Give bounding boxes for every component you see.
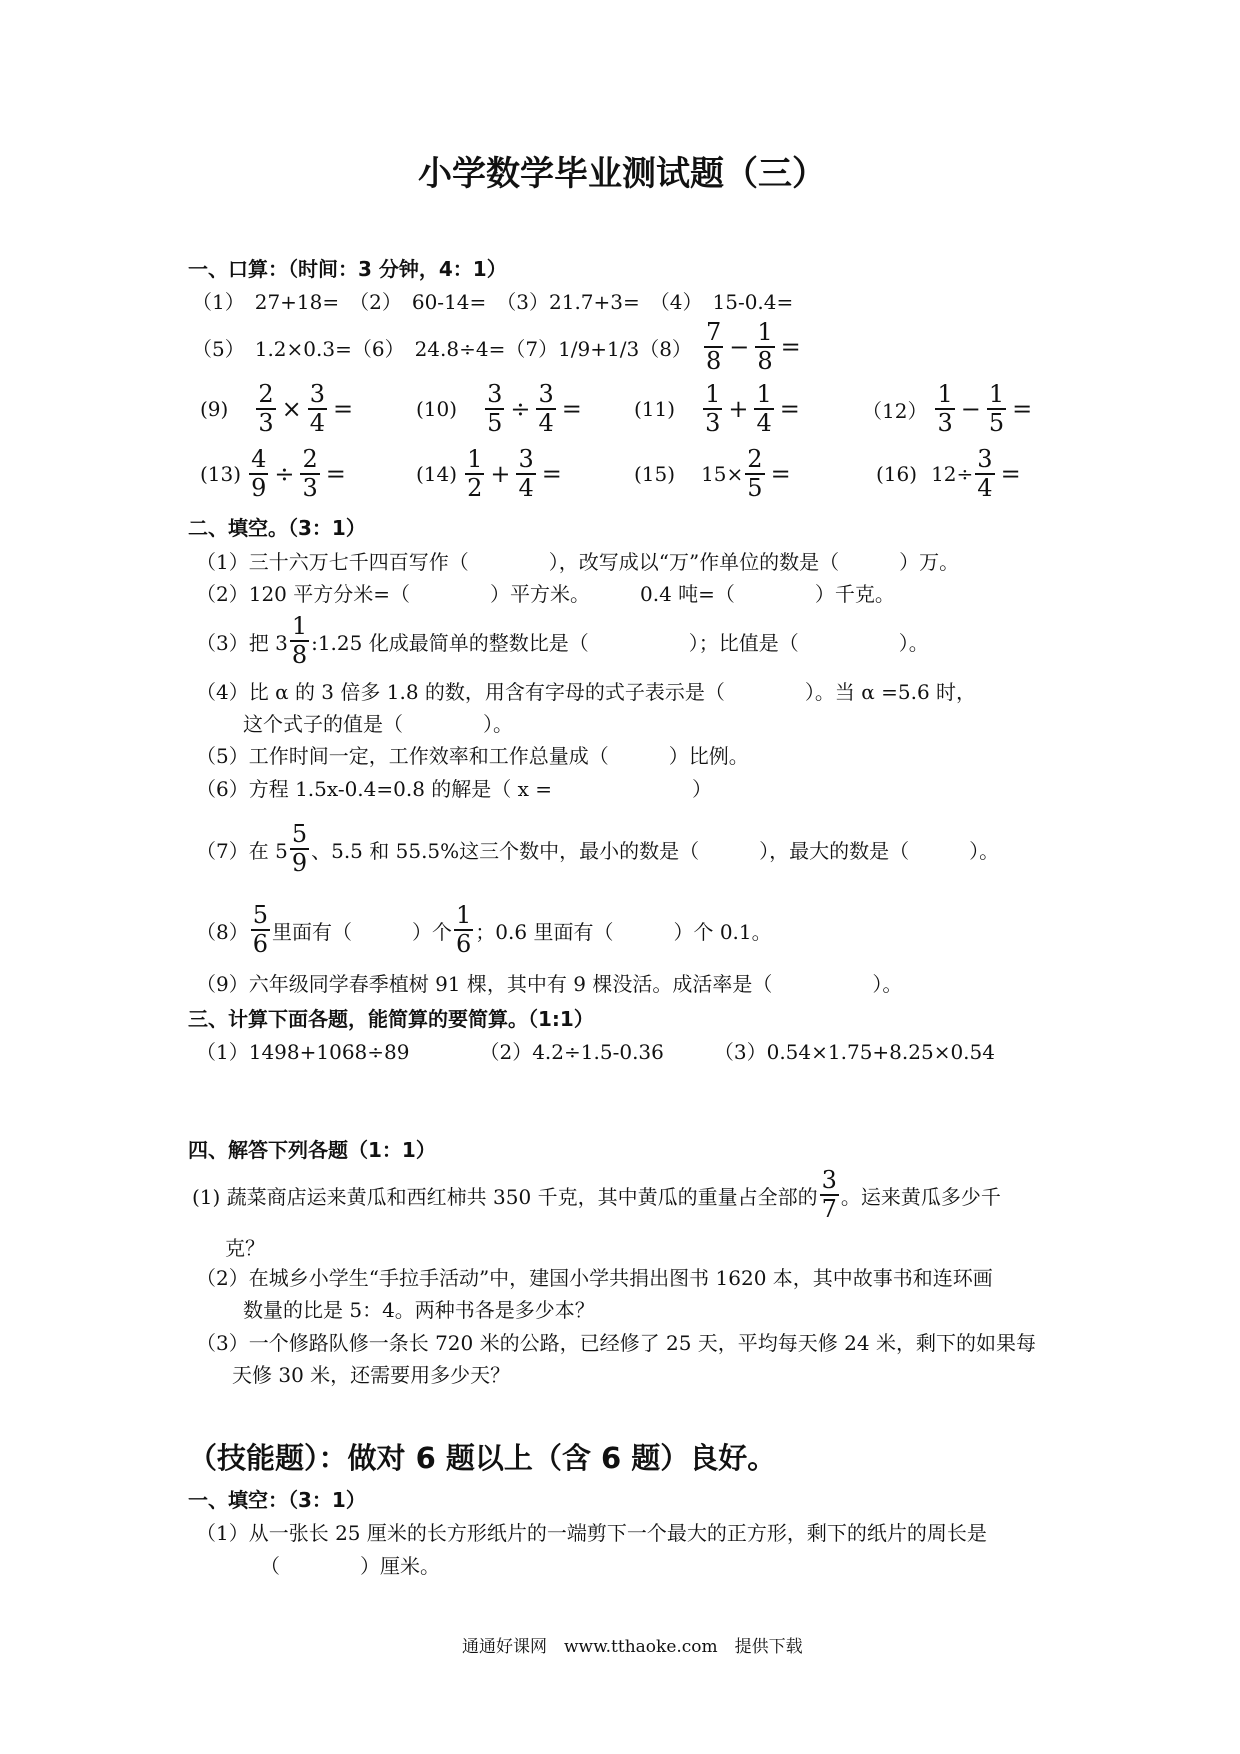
skills-fill-heading: 一、填空：（3：1） bbox=[188, 1488, 366, 1512]
section-1-heading: 一、口算：（时间：3 分钟，4：1） bbox=[188, 257, 507, 281]
operator: − bbox=[729, 333, 750, 362]
skills-heading: （技能题）：做对 6 题以上（含 6 题）良好。 bbox=[188, 1441, 777, 1475]
section-4-heading: 四、解答下列各题（1：1） bbox=[188, 1138, 436, 1162]
question-15: (15) 15× $\frac{2}{5}$ = bbox=[634, 445, 791, 503]
fill-question-7: （7）在 5 $\frac{5}{9}$ 、5.5 和 55.5%这三个数中，最小的数是（ ），最大的数是（ ）。 bbox=[196, 820, 1000, 878]
fill-question-2: （2）120 平方分米=（ ）平方米。 0.4 吨=（ ）千克。 bbox=[196, 582, 895, 606]
word-problem-3a: （3）一个修路队修一条长 720 米的公路，已经修了 25 天，平均每天修 24 米，剩下的如果每 bbox=[196, 1331, 1036, 1355]
fill-question-1: （1）三十六万七千四百写作（ ），改写成以“万”作单位的数是（ ）万。 bbox=[196, 550, 960, 574]
word-problem-1: (1) 蔬菜商店运来黄瓜和西红柿共 350 千克，其中黄瓜的重量占全部的 $\frac{3}{7}$ 。运来黄瓜多少千 bbox=[192, 1166, 1001, 1224]
fill-question-4b: 这个式子的值是（ ）。 bbox=[243, 712, 513, 736]
fraction: $\frac{1}{8}$ bbox=[757, 318, 773, 376]
footer-credit: 通通好课网 www.tthaoke.com 提供下载 bbox=[462, 1637, 803, 1657]
question-11: (11) $\frac{1}{3}$ + $\frac{1}{4}$ = bbox=[634, 380, 800, 438]
word-problem-1-cont: 克？ bbox=[225, 1236, 265, 1260]
section-2-heading: 二、填空。（3：1） bbox=[188, 516, 366, 540]
section-3-heading: 三、计算下面各题，能简算的要简算。（1:1） bbox=[188, 1007, 594, 1031]
word-problem-3b: 天修 30 米，还需要用多少天？ bbox=[232, 1363, 511, 1387]
fill-question-8: （8） $\frac{5}{6}$ 里面有（ ）个 $\frac{1}{6}$ ；0.6 里面有（ ）个 0.1。 bbox=[196, 901, 772, 959]
question-16: (16) 12÷ $\frac{3}{4}$ = bbox=[876, 445, 1021, 503]
fill-question-4a: （4）比 α 的 3 倍多 1.8 的数，用含有字母的式子表示是（ ）。当 α =5.6 时， bbox=[196, 680, 977, 704]
mental-math-line-1: （1） 27+18= （2） 60-14= （3）21.7+3= （4） 15-0.4= bbox=[192, 290, 794, 314]
skills-question-1b: （ ）厘米。 bbox=[260, 1554, 440, 1578]
fill-question-3: （3）把 3 $\frac{1}{8}$ :1.25 化成最简单的整数比是（ ）；比值是（ ）。 bbox=[196, 612, 929, 670]
word-problem-2a: （2）在城乡小学生“手拉手活动”中，建国小学共捐出图书 1620 本，其中故事书和连环画 bbox=[196, 1266, 993, 1290]
mental-math-line-2 bbox=[192, 320, 805, 374]
mental-math-line-2-text: （5） 1.2×0.3=（6） 24.8÷4=（7）1/9+1/3（8） bbox=[192, 336, 692, 361]
question-13: (13) $\frac{4}{9}$ ÷ $\frac{2}{3}$ = bbox=[200, 445, 346, 503]
skills-question-1a: （1）从一张长 25 厘米的长方形纸片的一端剪下一个最大的正方形，剩下的纸片的周长是 bbox=[196, 1521, 987, 1545]
question-14: (14) $\frac{1}{2}$ + $\frac{3}{4}$ = bbox=[416, 445, 562, 503]
page-title: 小学数学毕业测试题（三） bbox=[418, 154, 826, 194]
word-problem-2b: 数量的比是 5：4。两种书各是多少本？ bbox=[243, 1298, 595, 1322]
fill-question-5: （5）工作时间一定，工作效率和工作总量成（ ）比例。 bbox=[196, 744, 749, 768]
question-12: （12） $\frac{1}{3}$ − $\frac{1}{5}$ = bbox=[862, 380, 1033, 438]
fill-question-9: （9）六年级同学春季植树 91 棵，其中有 9 棵没活。成活率是（ ）。 bbox=[196, 972, 903, 996]
equals-sign: = bbox=[780, 333, 801, 362]
question-10: (10) $\frac{3}{5}$ ÷ $\frac{3}{4}$ = bbox=[416, 380, 582, 438]
question-9: (9) $\frac{2}{3}$ × $\frac{3}{4}$ = bbox=[200, 380, 354, 438]
calculation-line: （1）1498+1068÷89 （2）4.2÷1.5-0.36 （3）0.54×1.75+8.25×0.54 bbox=[196, 1040, 995, 1064]
fill-question-6: （6）方程 1.5x-0.4=0.8 的解是（ x = ） bbox=[196, 777, 713, 801]
fraction: $\frac{7}{8}$ bbox=[705, 318, 722, 376]
